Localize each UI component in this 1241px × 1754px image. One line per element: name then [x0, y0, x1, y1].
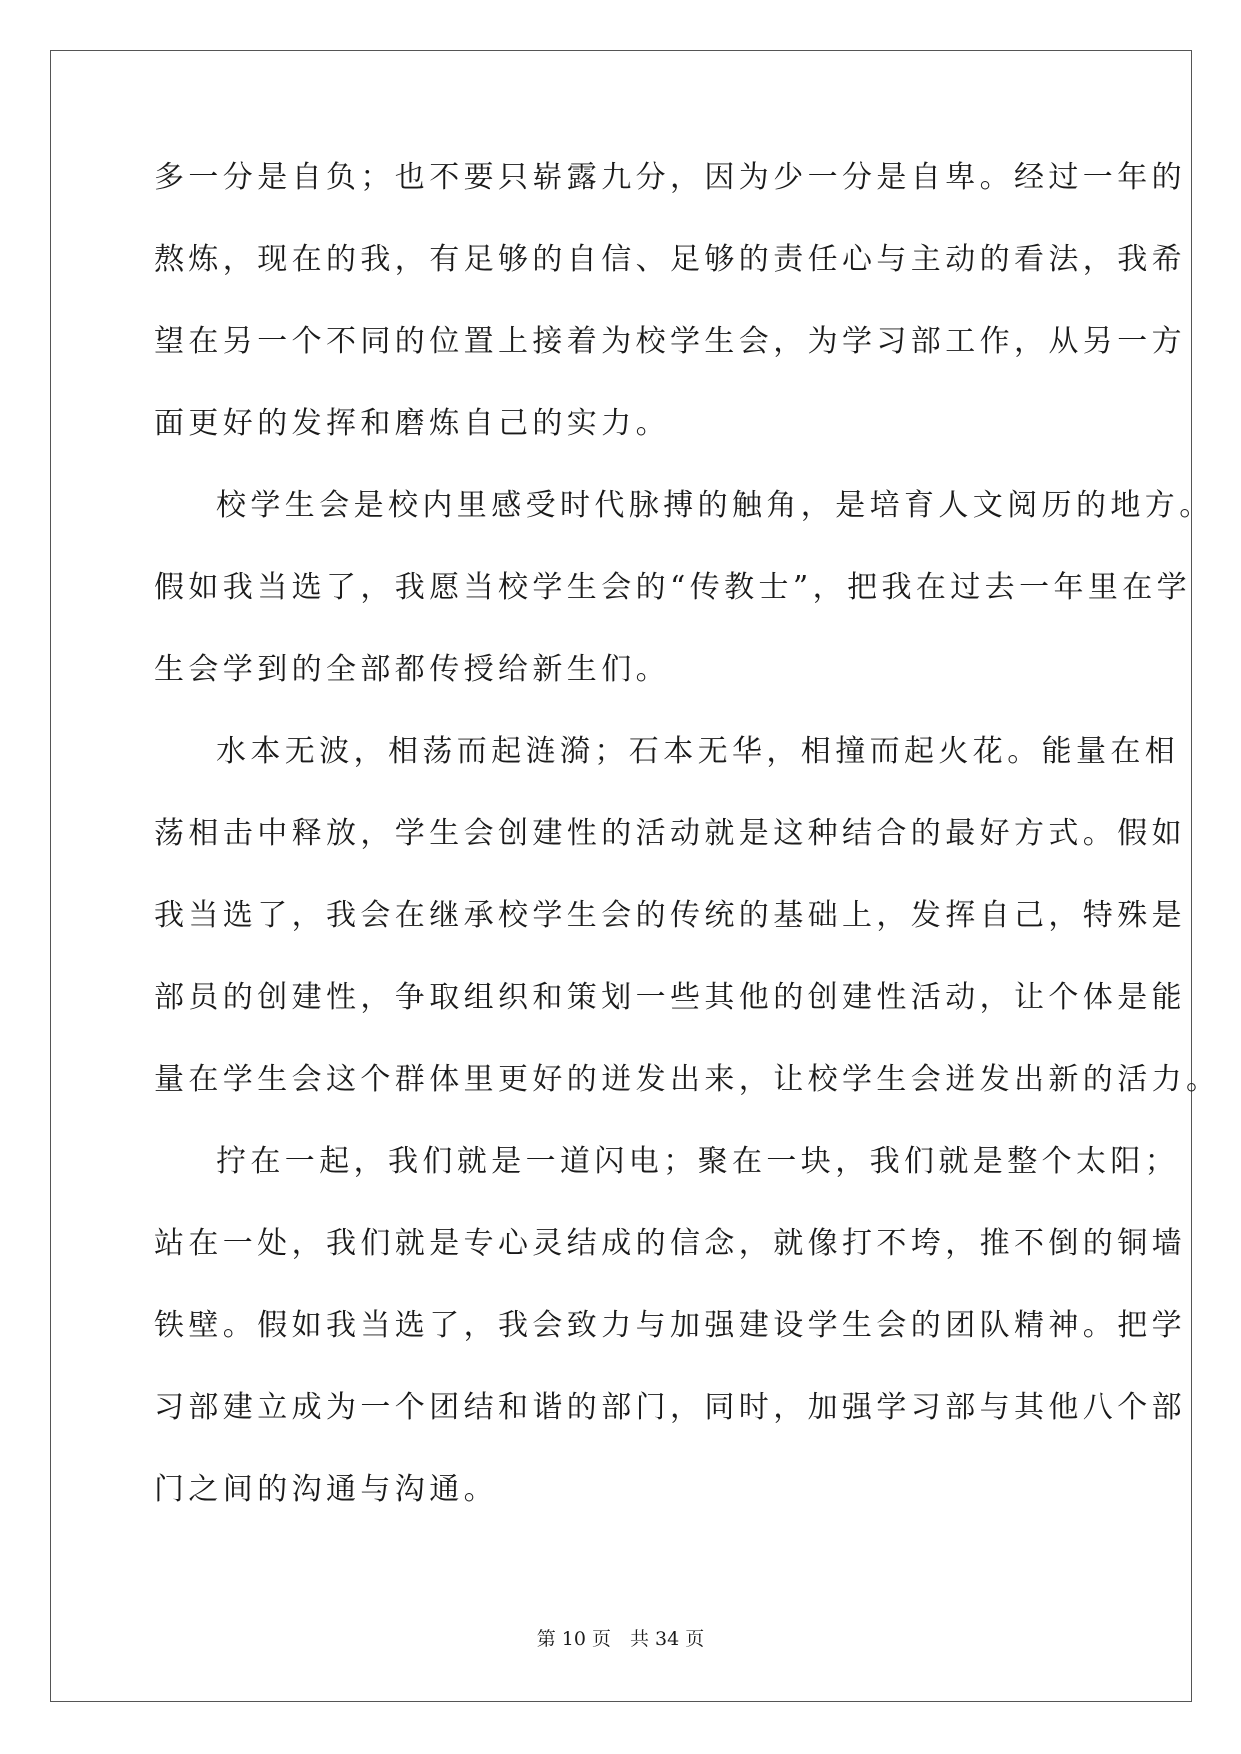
- text-line: 荡相击中释放，学生会创建性的活动就是这种结合的最好方式。假如: [154, 816, 1186, 851]
- text-line: 铁壁。假如我当选了，我会致力与加强建设学生会的团队精神。把学: [154, 1308, 1186, 1343]
- text-line: 面更好的发挥和磨炼自己的实力。: [154, 406, 670, 441]
- text-line: 多一分是自负；也不要只崭露九分，因为少一分是自卑。经过一年的: [154, 160, 1186, 195]
- text-line: 生会学到的全部都传授给新生们。: [154, 652, 670, 687]
- paragraph-start-line: 拧在一起，我们就是一道闪电；聚在一块，我们就是整个太阳；: [216, 1144, 1180, 1179]
- text-line: 假如我当选了，我愿当校学生会的“传教士”，把我在过去一年里在学: [154, 570, 1192, 605]
- paragraph-start-line: 校学生会是校内里感受时代脉搏的触角，是培育人文阅历的地方。: [216, 488, 1214, 523]
- text-line: 门之间的沟通与沟通。: [154, 1472, 498, 1507]
- text-line: 望在另一个不同的位置上接着为校学生会，为学习部工作，从另一方: [154, 324, 1186, 359]
- document-body: [154, 160, 1221, 1554]
- text-line: 习部建立成为一个团结和谐的部门，同时，加强学习部与其他八个部: [154, 1390, 1186, 1425]
- text-line: 量在学生会这个群体里更好的迸发出来，让校学生会迸发出新的活力。: [154, 1062, 1221, 1097]
- paragraph-start-line: 水本无波，相荡而起涟漪；石本无华，相撞而起火花。能量在相: [216, 734, 1180, 769]
- text-line: 站在一处，我们就是专心灵结成的信念，就像打不垮，推不倒的铜墙: [154, 1226, 1186, 1261]
- text-line: 熬炼，现在的我，有足够的自信、足够的责任心与主动的看法，我希: [154, 242, 1186, 277]
- page-number: 第 10 页 共 34 页: [536, 1628, 705, 1650]
- text-line: 我当选了，我会在继承校学生会的传统的基础上，发挥自己，特殊是: [154, 898, 1186, 933]
- text-line: 部员的创建性，争取组织和策划一些其他的创建性活动，让个体是能: [154, 980, 1186, 1015]
